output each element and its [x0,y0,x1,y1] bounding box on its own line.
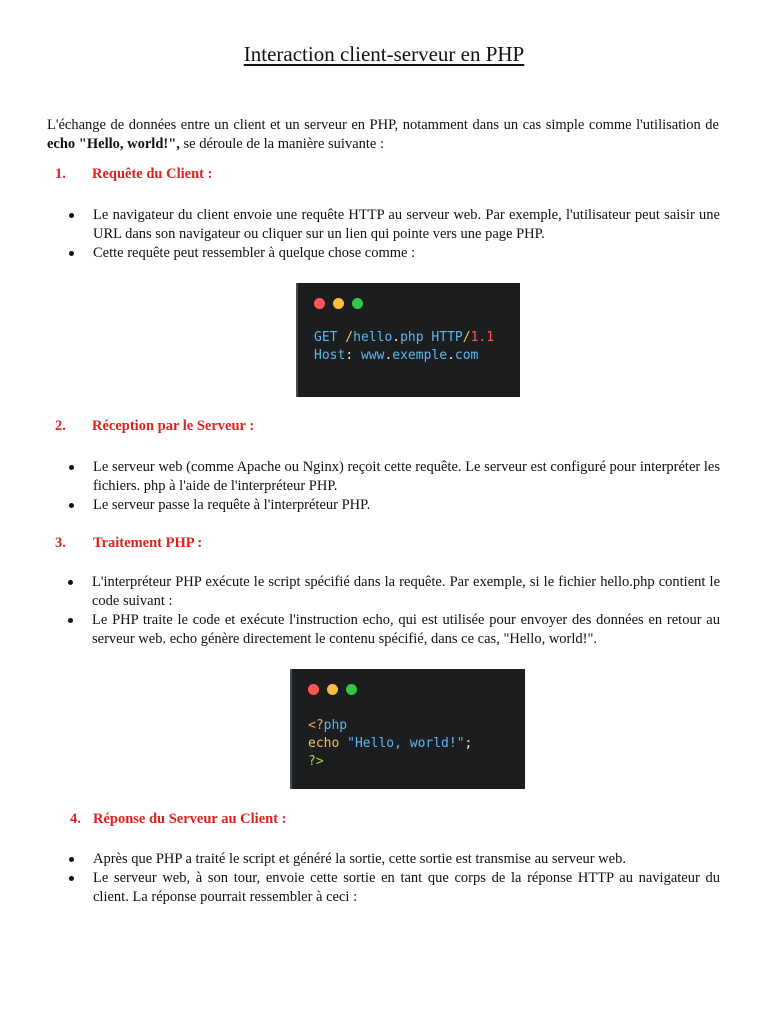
section-number: 3. [55,535,66,551]
section-title: Réception par le Serveur : [92,418,255,434]
code-block-http-request [296,283,520,397]
code-token: www [360,348,385,363]
code-token: GET [314,330,338,345]
section-title: Réponse du Serveur au Client : [93,811,287,827]
section-title: Traitement PHP : [93,535,203,551]
list-item-text: Après que PHP a traité le script et généré la sortie, cette sortie est transmise au serveur web. [93,851,626,867]
bullet-list-3 [92,573,720,649]
code-token: php [323,718,348,733]
bullet-icon [69,857,74,862]
code-line-2 [314,347,494,365]
code-token: ; [464,736,473,751]
section-heading-2 [55,418,355,438]
code-line-1 [314,329,494,347]
code-line-2 [308,735,472,753]
code-token: com [454,348,479,363]
bullet-icon [69,213,74,218]
code-token: . [392,330,401,345]
close-dot-icon [314,298,325,309]
minimize-dot-icon [333,298,344,309]
window-controls [314,297,371,315]
page-title: Interaction client-serveur en PHP [243,42,525,66]
bullet-list-2 [93,458,720,515]
code-token: hello [353,330,393,345]
bullet-icon [69,465,74,470]
code-lines [308,717,472,771]
list-item [93,458,720,496]
code-token: . [447,348,455,363]
code-lines [314,329,494,365]
section-number: 2. [55,418,66,434]
code-token: exemple [392,348,448,363]
close-dot-icon [308,684,319,695]
code-line-3 [308,753,472,771]
code-token: "Hello, world!" [339,736,465,751]
section-title: Requête du Client : [92,166,213,182]
bullet-icon [69,251,74,256]
bullet-icon [69,876,74,881]
section-heading-3 [55,535,355,555]
list-item [93,869,720,907]
code-token: php [400,330,424,345]
list-item [93,206,720,244]
list-item-text: Le navigateur du client envoie une requête HTTP au serveur web. Par exemple, l'utilisateur peut saisir une URL dans son navigateur ou cliquer sur un lien qui pointe vers une page PHP. [93,207,720,242]
code-token: <? [308,718,324,733]
code-token: / [337,330,354,345]
minimize-dot-icon [327,684,338,695]
intro-text-2: se déroule de la manière suivante : [179,136,385,152]
list-item [92,611,720,649]
list-item [93,244,720,263]
code-line-1 [308,717,472,735]
list-item [93,496,720,515]
code-token: ?> [308,754,324,769]
list-item-text: L'interpréteur PHP exécute le script spécifié dans la requête. Par exemple, si le fichier hello.php contient le code suivant : [92,574,720,609]
code-token: 1.1 [470,330,495,345]
section-number: 1. [55,166,66,182]
code-token: : [345,348,361,363]
code-token: / [462,330,471,345]
section-heading-4 [70,811,370,831]
code-token: . [384,348,393,363]
list-item-text: Cette requête peut ressembler à quelque chose comme : [93,245,416,261]
list-item-text: Le PHP traite le code et exécute l'instruction echo, qui est utilisée pour envoyer des données en retour au serveur web. echo génère directement le contenu spécifié, dans ce cas, "Hello, world!". [92,612,720,647]
list-item-text: Le serveur web (comme Apache ou Nginx) reçoit cette requête. Le serveur est configuré pour interpréter les fichiers. php à l'aide de l'interpréteur PHP. [93,459,720,494]
list-item-text: Le serveur web, à son tour, envoie cette sortie en tant que corps de la réponse HTTP au navigateur du client. La réponse pourrait ressembler à ceci : [93,870,720,905]
maximize-dot-icon [346,684,357,695]
window-controls [308,683,365,701]
code-token: echo [308,736,340,751]
intro-text-1: L'échange de données entre un client et un serveur en PHP, notamment dans un cas simple comme l'utilisation de [47,117,719,133]
code-token: Host [314,348,346,363]
intro-bold-code: echo "Hello, world!", [47,136,180,152]
bullet-icon [68,618,73,623]
bullet-icon [69,503,74,508]
maximize-dot-icon [352,298,363,309]
bullet-list-1 [93,206,720,263]
bullet-list-4 [93,850,720,907]
code-token: HTTP [423,330,463,345]
code-block-php-script [290,669,525,789]
section-heading-1 [55,166,355,186]
section-number: 4. [70,811,81,827]
list-item-text: Le serveur passe la requête à l'interpréteur PHP. [93,497,371,513]
list-item [93,850,720,869]
intro-paragraph [47,116,719,154]
list-item [92,573,720,611]
bullet-icon [68,580,73,585]
